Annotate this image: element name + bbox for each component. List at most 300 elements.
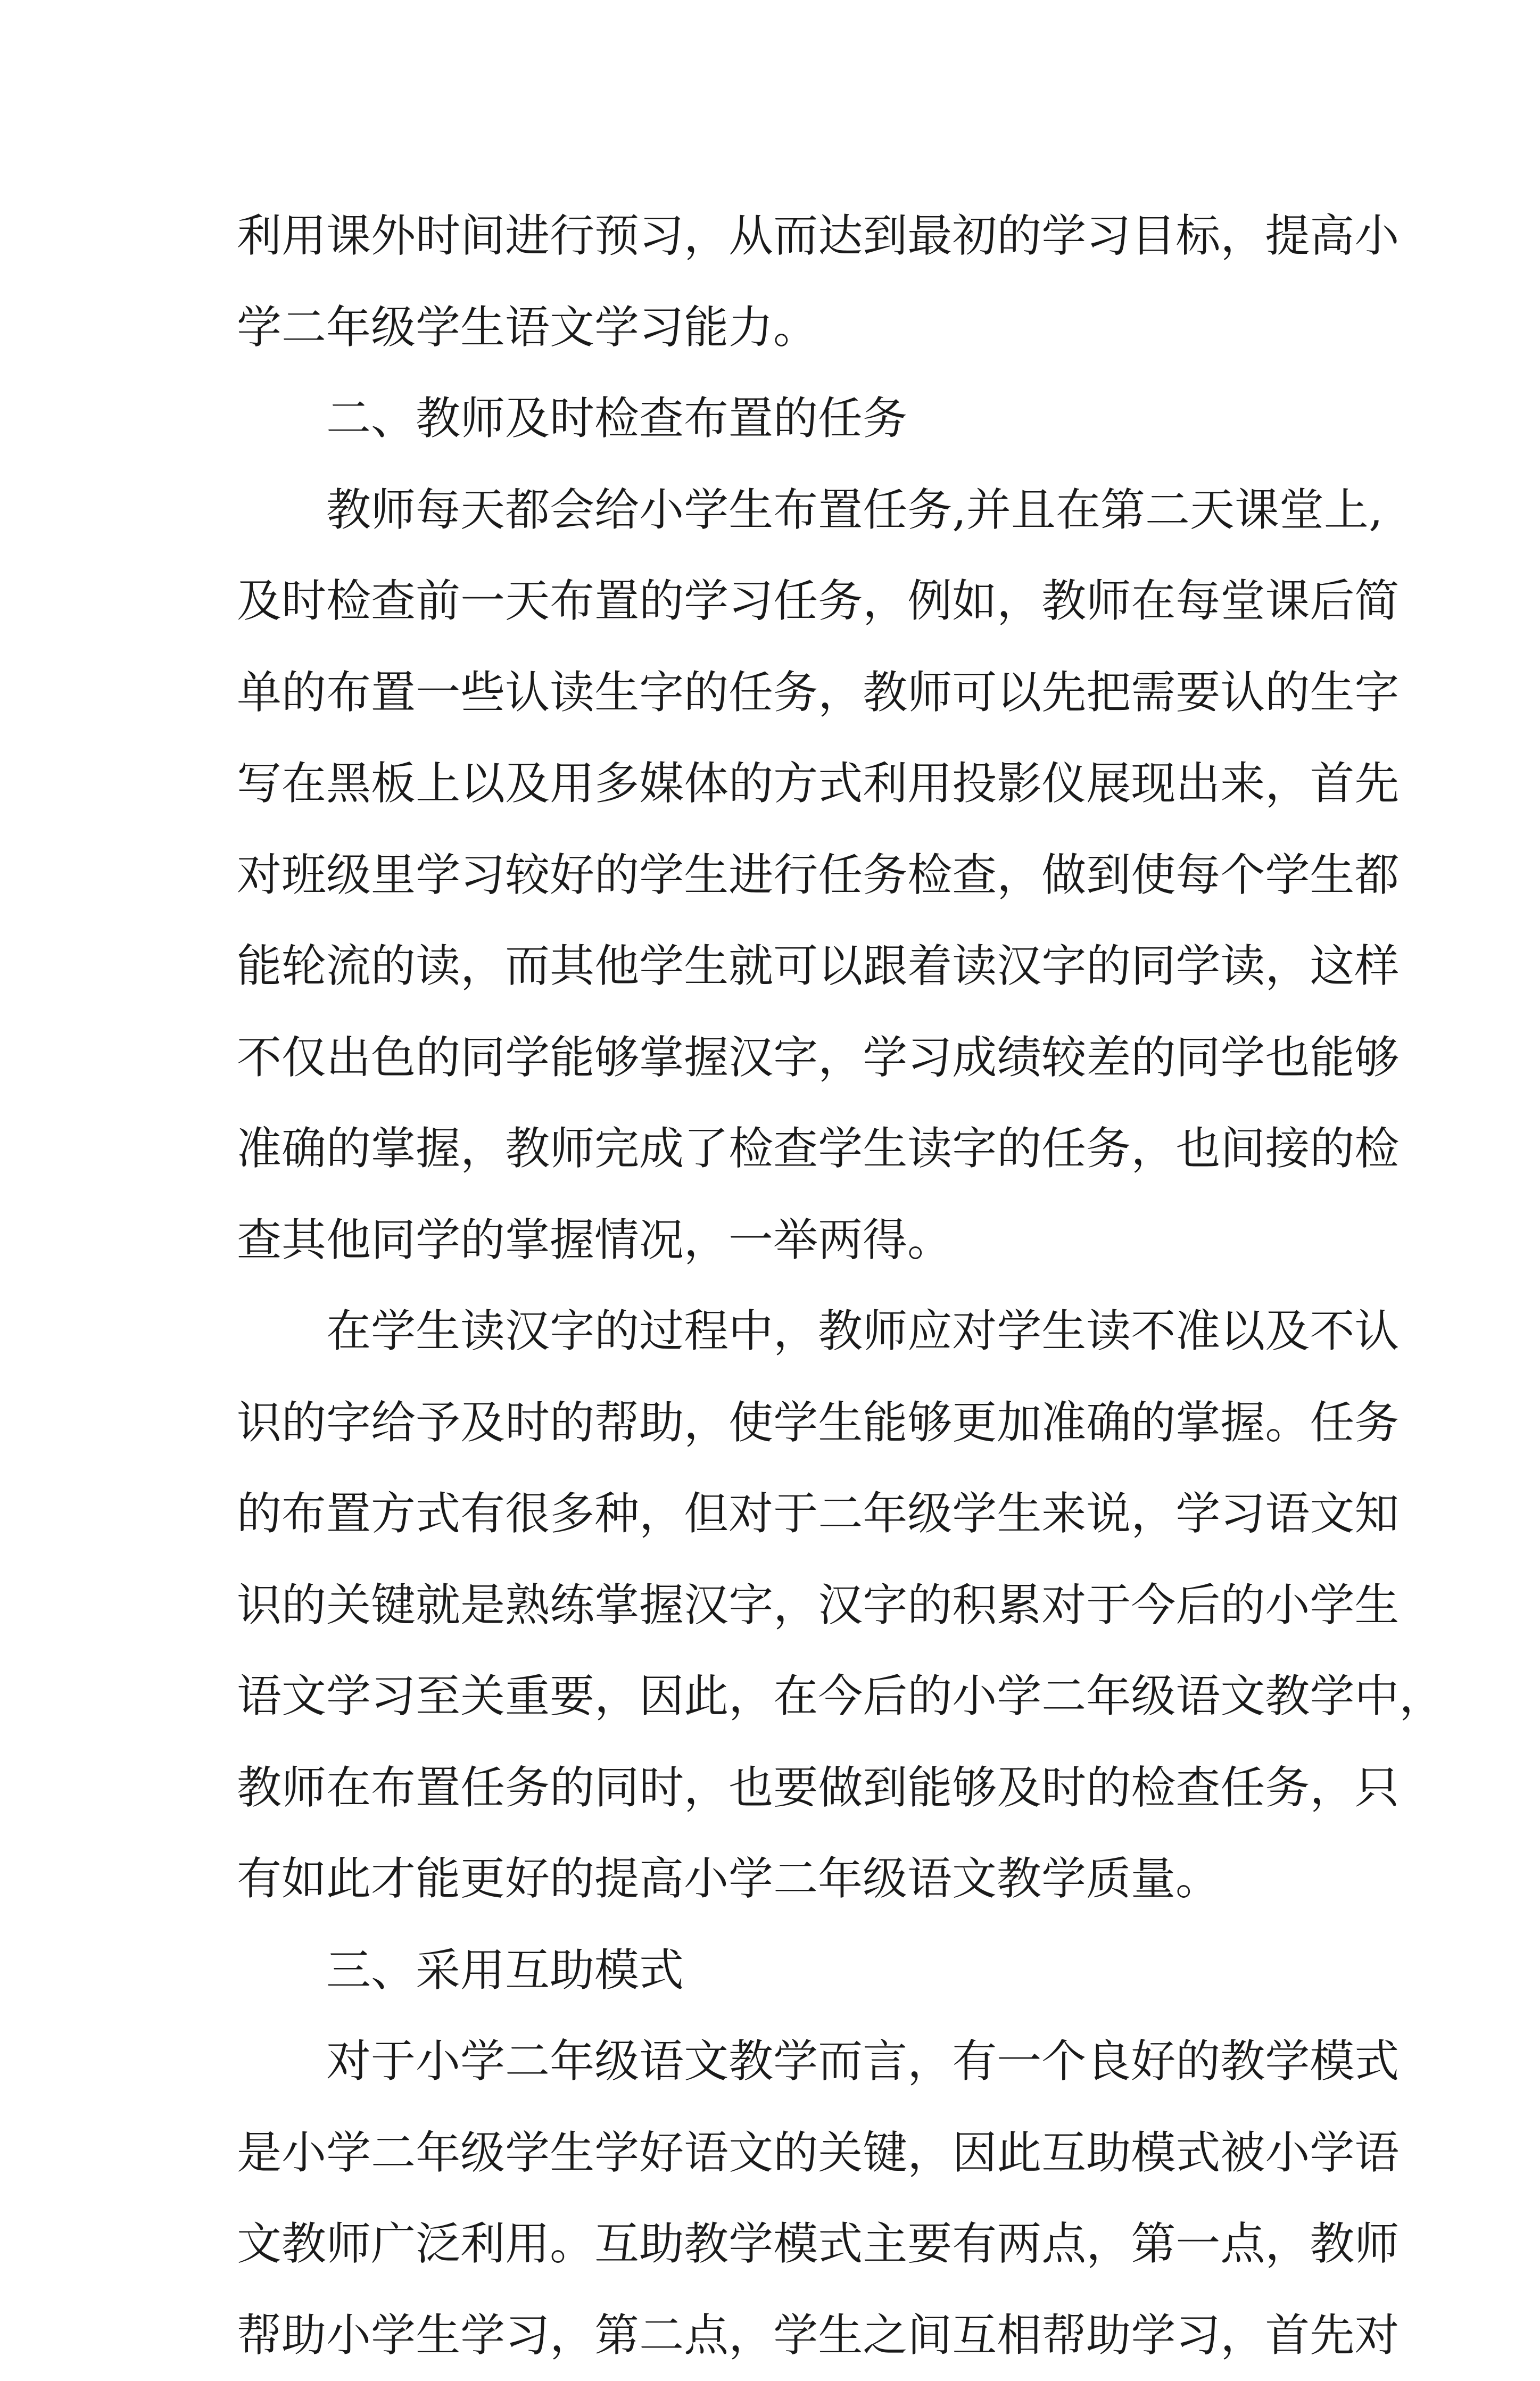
text-char: 着 [907,921,952,1012]
text-char: 的 [281,647,326,739]
text-char: 时 [416,191,460,282]
text-char: 做 [1041,830,1086,921]
text-char: 模 [1310,2016,1354,2107]
text-char: 课 [1265,556,1310,647]
text-char: 流 [326,921,371,1012]
text-char: 读 [460,1286,505,1377]
text-char: 的 [1086,921,1131,1012]
text-char: 式 [1175,2107,1220,2199]
text-char: 够 [952,1742,997,1834]
text-char: 语 [639,2016,684,2107]
text-char: 来 [1220,738,1265,830]
text-char: 最 [907,191,952,282]
text-char: 出 [326,1012,371,1104]
text-char: 字 [1354,647,1399,739]
text-char: 以 [460,738,505,830]
text-char: 进 [505,191,550,282]
text-char: 帮 [1041,2290,1086,2381]
text-char: 务 [863,830,907,921]
text-line [237,1651,1312,1742]
text-char: 帮 [594,1377,639,1469]
text-char: 写 [237,738,281,830]
text-char: 的 [684,647,728,739]
text-char: 帮 [237,2290,281,2381]
text-char: 读 [907,1103,952,1195]
text-char: 对 [1041,1560,1086,1651]
text-char: 此 [684,1651,728,1742]
text-char: 能 [1310,1012,1354,1104]
text-char: 检 [326,556,371,647]
text-char: 板 [371,738,416,830]
text-char: 二 [1041,1651,1086,1742]
text-char: 里 [371,830,416,921]
text-char: 对 [952,1286,997,1377]
text-char: 要 [1175,647,1220,739]
text-char: 的 [1310,1103,1354,1195]
text-char: 给 [594,465,639,556]
text-char: 他 [594,921,639,1012]
text-char: ， [863,556,907,647]
text-char: 提 [1265,191,1310,282]
text-char: 此 [997,2107,1041,2199]
text-char: ， [1265,921,1310,1012]
text-char: 于 [773,1468,818,1560]
text-char: 师 [281,1742,326,1834]
text-char: 认 [1354,1286,1399,1377]
text-char: 给 [371,1377,416,1469]
text-char: 其 [550,921,594,1012]
text-char: 教 [326,465,371,556]
text-char: 学 [505,1012,550,1104]
text-char: 的 [1220,1560,1265,1651]
text-char: 每 [416,465,460,556]
text-char: ， [818,647,863,739]
text-char: 查 [371,556,416,647]
text-char: 简 [1354,556,1399,647]
text-char: 的 [594,1286,639,1377]
text-char: ， [1220,2290,1265,2381]
text-char: 要 [773,1742,818,1834]
text-char: ， [460,921,505,1012]
text-char: 利 [460,2198,505,2290]
text-char: 键 [371,1560,416,1651]
text-char: 好 [1131,2016,1175,2107]
text-char: 字 [773,1012,818,1104]
text-char: 生 [818,2290,863,2381]
text-char: 的 [1175,2016,1220,2107]
text-char: 语 [237,1651,281,1742]
text-char: 布 [326,647,371,739]
text-char: 可 [952,647,997,739]
text-char: 学 [416,830,460,921]
text-char: ， [684,1742,728,1834]
text-char: 置 [326,1468,371,1560]
text-char: 读 [550,647,594,739]
text-char: 学 [1220,1012,1265,1104]
text-char: 布 [773,465,818,556]
text-char: 互 [594,2198,639,2290]
text-char: 字 [639,647,684,739]
text-char: 任 [460,1742,505,1834]
text-char: 置 [371,647,416,739]
text-line: 学二年级学生语文学习能力。 [237,282,1312,374]
text-char: 接 [1265,1103,1310,1195]
text-char: 习 [639,191,684,282]
text-char: 些 [460,647,505,739]
text-char: 预 [594,191,639,282]
text-char: 良 [1086,2016,1131,2107]
text-char: 小 [326,2290,371,2381]
text-char: 可 [773,921,818,1012]
text-char: 汉 [818,1560,863,1651]
text-char: 生 [728,465,773,556]
text-char: 式 [818,738,863,830]
text-char: 学 [773,1377,818,1469]
text-line [237,1742,1312,1834]
text-char: 小 [281,2107,326,2199]
text-char: 程 [684,1286,728,1377]
text-char: 务 [818,556,863,647]
text-char: 助 [281,2290,326,2381]
text-char: 天 [505,556,550,647]
text-char: 文 [728,2107,773,2199]
text-char: 的 [281,1560,326,1651]
text-char: 而 [505,921,550,1012]
text-char: 熟 [505,1560,550,1651]
text-char: ， [594,1651,639,1742]
text-char: 且 [1011,465,1056,556]
text-char: 学 [863,1012,907,1104]
text-char: 助 [1086,2290,1131,2381]
text-char: 准 [237,1103,281,1195]
text-char: 习 [1220,1468,1265,1560]
text-char: ， [997,556,1041,647]
text-char: 之 [863,2290,907,2381]
text-char: 小 [639,465,684,556]
text-char: 使 [728,1377,773,1469]
text-char: 检 [1354,1103,1399,1195]
text-char: 二 [505,2016,550,2107]
text-char: 时 [1041,1742,1086,1834]
text-char: 生 [684,830,728,921]
text-char: 学 [728,2198,773,2290]
text-char: 文 [281,1651,326,1742]
text-char: 上 [416,738,460,830]
text-char: 置 [594,556,639,647]
text-char: 查 [952,830,997,921]
text-char: 的 [1131,1012,1175,1104]
text-char: 字 [550,1286,594,1377]
text-char: 学 [684,465,728,556]
text-char: 点 [1041,2198,1086,2290]
text-line [237,1377,1312,1469]
text-char: 教 [728,2016,773,2107]
text-char: 师 [1354,2198,1399,2290]
text-char: 级 [326,830,371,921]
text-char: 握 [416,1103,460,1195]
text-line [237,2107,1312,2199]
text-char: 较 [505,830,550,921]
text-char: 任 [1041,1103,1086,1195]
text-char: 务 [907,465,952,556]
text-line: 有如此才能更好的提高小学二年级语文教学质量。 [237,1833,1312,1925]
text-char: 仪 [1041,738,1086,830]
text-char: 生 [1354,1560,1399,1651]
text-char: 同 [594,1742,639,1834]
text-char: ， [907,2016,952,2107]
text-char: 样 [1354,921,1399,1012]
text-char: 生 [997,1468,1041,1560]
text-char: 的 [371,921,416,1012]
text-line [237,647,1312,739]
text-char: 媒 [639,738,684,830]
text-char: 习 [371,1651,416,1742]
text-char: 而 [773,191,818,282]
text-char: 因 [639,1651,684,1742]
text-char: 需 [1131,647,1175,739]
text-char: 利 [863,738,907,830]
text-char: 体 [684,738,728,830]
text-char: 教 [863,647,907,739]
text-char: 的 [997,191,1041,282]
text-char: ， [684,1377,728,1469]
text-char: 年 [550,2016,594,2107]
text-char: 出 [1175,738,1220,830]
text-char: 黑 [326,738,371,830]
text-char: 检 [907,830,952,921]
text-char: 教 [1310,2198,1354,2290]
text-char: 式 [416,1468,460,1560]
text-char: 间 [1220,1103,1265,1195]
text-char: 能 [907,1742,952,1834]
text-char: 字 [326,1377,371,1469]
text-char: 的 [550,1377,594,1469]
text-char: 相 [997,2290,1041,2381]
text-char: 学 [460,2016,505,2107]
text-char: 确 [1086,1377,1131,1469]
text-char: 个 [1220,830,1265,921]
text-char: 生 [1310,647,1354,739]
text-char: 多 [550,1468,594,1560]
text-char: 识 [237,1560,281,1651]
text-char: 务 [1086,1103,1131,1195]
text-char: 小 [1265,2107,1310,2199]
text-char: 对 [1354,2290,1399,2381]
text-char: ， [1265,738,1310,830]
text-char: , [952,465,966,556]
text-line: 查其他同学的掌握情况，一举两得。 [237,1195,1312,1286]
text-char: 务 [1354,1377,1399,1469]
text-char: ， [1310,1742,1354,1834]
text-char: 语 [1265,1468,1310,1560]
text-char: 后 [863,1651,907,1742]
paragraph-first-line [237,1286,1312,1377]
text-char: 生 [1041,1286,1086,1377]
text-char: 在 [326,1742,371,1834]
text-char: 同 [460,1012,505,1104]
text-char: 及 [505,738,550,830]
text-char: 的 [550,1742,594,1834]
text-char: 予 [416,1377,460,1469]
text-char: 现 [1131,738,1175,830]
text-char: 教 [1220,2016,1265,2107]
text-char: 用 [281,191,326,282]
text-char: 教 [1265,1651,1310,1742]
text-char: 学 [997,1286,1041,1377]
text-char: 汉 [728,1012,773,1104]
text-char: 初 [952,191,997,282]
text-char: 学 [639,921,684,1012]
text-char: 及 [1265,1286,1310,1377]
text-char: 把 [1086,647,1131,739]
text-char: 的 [237,1468,281,1560]
text-char: 读 [1220,921,1265,1012]
section-heading: 二、教师及时检查布置的任务 [237,373,1312,465]
text-char: 对 [237,830,281,921]
text-char: 的 [907,1651,952,1742]
text-char: 布 [550,556,594,647]
text-char: 任 [863,465,907,556]
text-line [237,1103,1312,1195]
text-char: 字 [728,1560,773,1651]
text-char: 师 [1086,556,1131,647]
text-char: 主 [863,2198,907,2290]
text-char: 间 [460,191,505,282]
text-char: 级 [594,2016,639,2107]
text-char: 二 [818,1468,863,1560]
text-char: 中 [1354,1651,1399,1742]
text-char: 到 [1086,830,1131,921]
text-char: 习 [907,1012,952,1104]
text-char: 课 [326,191,371,282]
text-char: 掌 [639,1012,684,1104]
text-char: 务 [505,1742,550,1834]
text-char: ， [1265,2198,1310,2290]
text-char: 学 [639,830,684,921]
text-char: 每 [1175,556,1220,647]
text-char: 能 [550,1012,594,1104]
text-char: 学 [773,2290,818,2381]
text-char: 学 [1265,830,1310,921]
text-char: 学 [1175,921,1220,1012]
text-char: 好 [639,2107,684,2199]
text-char: 学 [997,1651,1041,1742]
text-char: 文 [684,2016,728,2107]
text-char: 习 [460,830,505,921]
text-char: ， [1131,1103,1175,1195]
text-char: 首 [1265,2290,1310,2381]
text-char: 任 [1220,1742,1265,1834]
text-char: 投 [952,738,997,830]
text-char: 的 [1265,647,1310,739]
text-line [237,191,1312,282]
text-char: ， [684,191,728,282]
text-char: 每 [1175,830,1220,921]
text-char: 也 [1175,1103,1220,1195]
text-char: 学 [684,556,728,647]
text-line [237,738,1312,830]
text-char: 以 [1220,1286,1265,1377]
text-char: ， [907,2107,952,2199]
text-char: 种 [594,1468,639,1560]
text-char: 堂 [1279,465,1324,556]
text-char: 的 [416,1012,460,1104]
text-char: 方 [773,738,818,830]
text-char: 学 [1175,1468,1220,1560]
text-char: 教 [818,1286,863,1377]
text-char: 对 [728,1468,773,1560]
text-char: 先 [1310,2290,1354,2381]
text-char: 一 [416,647,460,739]
text-char: 小 [1354,191,1399,282]
text-char: 。 [550,2198,594,2290]
text-char: 准 [1041,1377,1086,1469]
text-char: 确 [281,1103,326,1195]
text-char: 互 [952,2290,997,2381]
text-char: 学 [371,1286,416,1377]
text-char: 因 [952,2107,997,2199]
text-char: 学 [952,1468,997,1560]
text-char: 知 [1354,1468,1399,1560]
text-char: 师 [326,2198,371,2290]
text-char: 两 [997,2198,1041,2290]
text-char: ， [460,1103,505,1195]
text-line [237,556,1312,647]
text-char: 行 [773,830,818,921]
text-char: 习 [1175,2290,1220,2381]
text-char: 的 [326,1103,371,1195]
text-char: 助 [639,2198,684,2290]
text-line [237,830,1312,921]
text-char: 字 [1041,921,1086,1012]
text-char: 任 [1310,1377,1354,1469]
text-char: 生 [416,1286,460,1377]
text-char: 。 [1265,1377,1310,1469]
text-char: 绩 [997,1012,1041,1104]
text-char: 有 [952,2016,997,2107]
text-char: 班 [281,830,326,921]
text-char: 对 [326,2016,371,2107]
text-char: 时 [281,556,326,647]
text-char: 学 [1310,1560,1354,1651]
text-char: 教 [237,1742,281,1834]
text-char: 到 [863,191,907,282]
text-char: 级 [907,1468,952,1560]
text-char: 今 [1131,1560,1175,1651]
text-char: 师 [863,1286,907,1377]
text-char: 外 [371,191,416,282]
text-char: 及 [237,556,281,647]
text-char: 练 [550,1560,594,1651]
text-char: 掌 [371,1103,416,1195]
text-char: 习 [1086,191,1131,282]
text-char: 能 [237,921,281,1012]
text-char: 课 [1235,465,1279,556]
text-char: 到 [863,1742,907,1834]
text-char: 色 [371,1012,416,1104]
text-char: 学 [326,2107,371,2199]
text-char: 教 [505,1103,550,1195]
text-char: 而 [818,2016,863,2107]
text-char: 教 [684,2198,728,2290]
text-char: 点 [684,2290,728,2381]
text-char: 教 [281,2198,326,2290]
text-char: 够 [594,1012,639,1104]
text-char: 文 [1310,1468,1354,1560]
paragraph-first-line [237,465,1312,556]
text-char: 应 [907,1286,952,1377]
text-char: 只 [1354,1742,1399,1834]
